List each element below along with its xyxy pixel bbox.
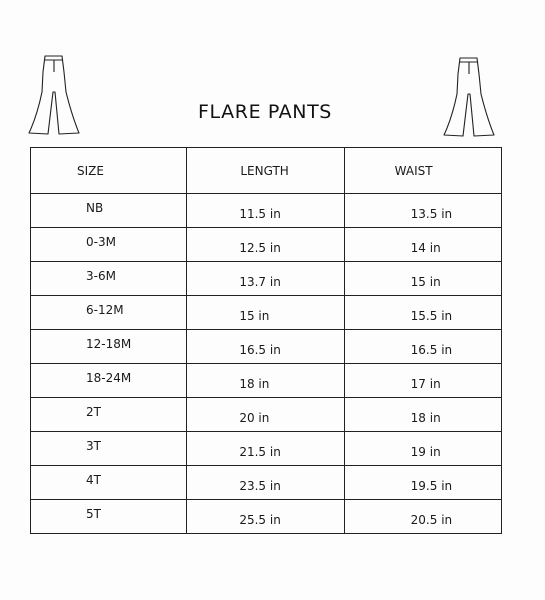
waist-cell: 15 in (344, 262, 501, 296)
waist-cell: 14 in (344, 228, 501, 262)
flare-pants-icon (441, 56, 497, 138)
chart-title: FLARE PANTS (198, 101, 332, 123)
length-cell: 20 in (187, 398, 344, 432)
length-cell: 12.5 in (187, 228, 344, 262)
waist-cell: 20.5 in (344, 500, 501, 534)
header-waist: WAIST (344, 148, 501, 194)
size-table (30, 147, 502, 534)
length-cell: 11.5 in (187, 194, 344, 228)
table-row (31, 398, 502, 432)
size-cell: 0-3M (31, 228, 187, 262)
table-row (31, 330, 502, 364)
table-header-row (31, 148, 502, 194)
waist-cell: 18 in (344, 398, 501, 432)
waist-cell: 13.5 in (344, 194, 501, 228)
size-cell: 6-12M (31, 296, 187, 330)
table-row (31, 466, 502, 500)
table-row (31, 194, 502, 228)
waist-cell: 19.5 in (344, 466, 501, 500)
table-row (31, 500, 502, 534)
length-cell: 13.7 in (187, 262, 344, 296)
length-cell: 18 in (187, 364, 344, 398)
size-cell: 3-6M (31, 262, 187, 296)
waist-cell: 17 in (344, 364, 501, 398)
length-cell: 21.5 in (187, 432, 344, 466)
table-row (31, 364, 502, 398)
size-cell: 2T (31, 398, 187, 432)
size-cell: 4T (31, 466, 187, 500)
flare-pants-icon (26, 54, 82, 136)
size-cell: 3T (31, 432, 187, 466)
length-cell: 16.5 in (187, 330, 344, 364)
table-row (31, 262, 502, 296)
length-cell: 25.5 in (187, 500, 344, 534)
length-cell: 15 in (187, 296, 344, 330)
waist-cell: 15.5 in (344, 296, 501, 330)
header-length: LENGTH (187, 148, 344, 194)
table-row (31, 296, 502, 330)
waist-cell: 16.5 in (344, 330, 501, 364)
table-row (31, 228, 502, 262)
size-cell: 12-18M (31, 330, 187, 364)
header-size: SIZE (31, 148, 187, 194)
length-cell: 23.5 in (187, 466, 344, 500)
size-cell: 5T (31, 500, 187, 534)
waist-cell: 19 in (344, 432, 501, 466)
size-cell: NB (31, 194, 187, 228)
table-row (31, 432, 502, 466)
size-cell: 18-24M (31, 364, 187, 398)
